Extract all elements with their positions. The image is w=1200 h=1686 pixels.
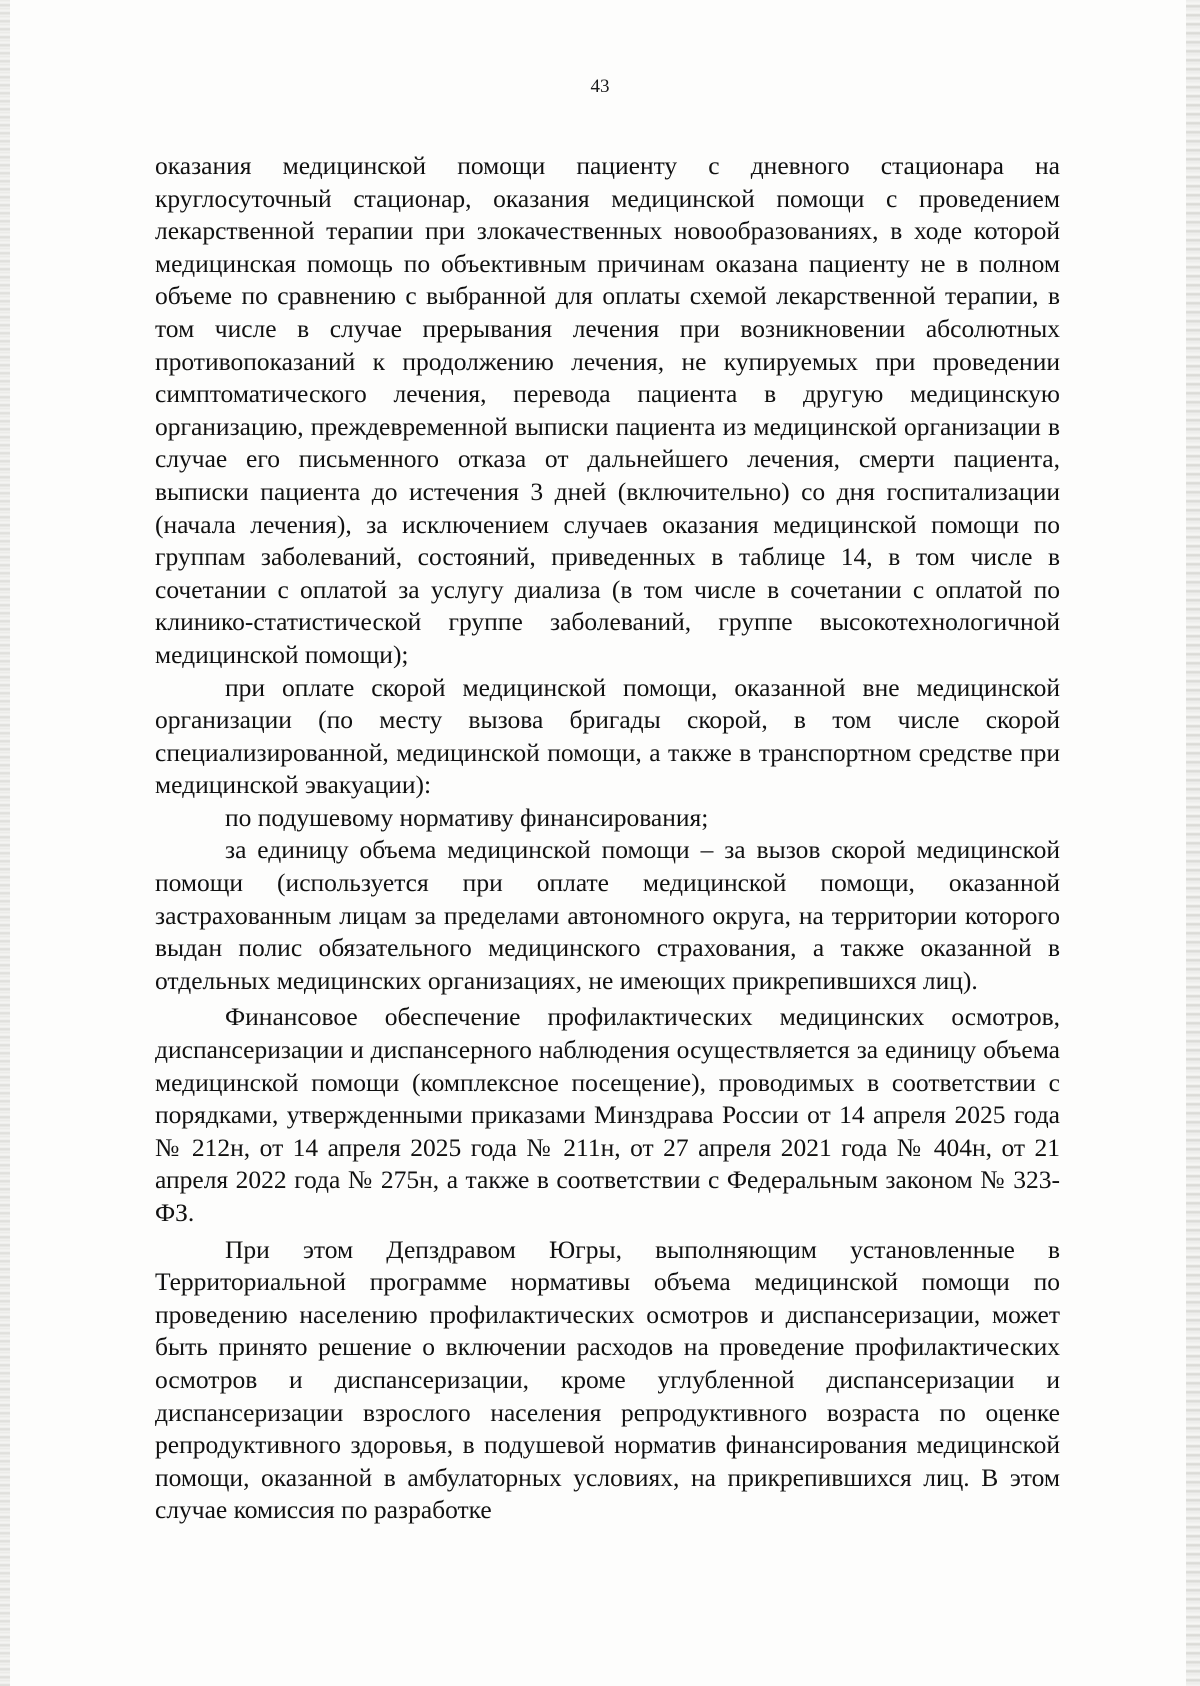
paragraph-6: При этом Депздравом Югры, выполняющим установленные в Территориальной программе нормативы объема медицинской помощи по проведению населению профилактических осмотров и диспансеризации, может быть принято решение о включении расходов на проведение профилактических осмотров и диспансеризации, кроме углубленной диспансеризации и диспансеризации взрослого населения репродуктивного возраста по оценке репродуктивного здоровья, в подушевой норматив финансирования медицинской помощи, оказанной в амбулаторных условиях, на прикрепившихся лиц. В этом случае комиссия по разработке: [155, 1234, 1060, 1525]
scan-edge-right: [1186, 0, 1200, 1686]
scan-edge-left: [0, 0, 10, 1686]
paragraph-3: по подушевому нормативу финансирования;: [225, 802, 709, 832]
paragraph-2: при оплате скорой медицинской помощи, оказанной вне медицинской организации (по месту вызова бригады скорой, в том числе скорой специализированной, медицинской помощи, а также в транспортном средстве при медицинской эвакуации):: [155, 672, 1060, 800]
page-number: 43: [590, 76, 610, 97]
document-text-body: [155, 150, 1060, 1527]
paragraph-1: оказания медицинской помощи пациенту с дневного стационара на круглосуточный стационар, оказания медицинской помощи с проведением лекарственной терапии при злокачественных новообразованиях, в ходе которой медицинская помощь по объективным причинам оказана пациенту не в полном объеме по сравнению с выбранной для оплаты схемой лекарственной терапии, в том числе в случае прерывания лечения при возникновении абсолютных противопоказаний к продолжению лечения, не купируемых при проведении симптоматического лечения, перевода пациента в другую медицинскую организацию, преждевременной выписки пациента из медицинской организации в случае его письменного отказа от дальнейшего лечения, смерти пациента, выписки пациента до истечения 3 дней (включительно) со дня госпитализации (начала лечения), за исключением случаев оказания медицинской помощи по группам заболеваний, состояний, приведенных в таблице 14, в том числе в сочетании с оплатой за услугу диализа (в том числе в сочетании с оплатой по клинико-статистической группе заболеваний, группе высокотехнологичной медицинской помощи);: [155, 151, 1060, 669]
paragraph-5: Финансовое обеспечение профилактических медицинских осмотров, диспансеризации и диспансерного наблюдения осуществляется за единицу объема медицинской помощи (комплексное посещение), проводимых в соответствии с порядками, утвержденными приказами Минздрава России от 14 апреля 2025 года № 212н, от 14 апреля 2025 года № 211н, от 27 апреля 2021 года № 404н, от 21 апреля 2022 года № 275н, а также в соответствии с Федеральным законом № 323-ФЗ.: [155, 1002, 1060, 1227]
paragraph-4: за единицу объема медицинской помощи – за вызов скорой медицинской помощи (используется при оплате медицинской помощи, оказанной застрахованным лицам за пределами автономного округа, на территории которого выдан полис обязательного медицинского страхования, а также оказанной в отдельных медицинских организациях, не имеющих прикрепившихся лиц).: [155, 835, 1060, 995]
